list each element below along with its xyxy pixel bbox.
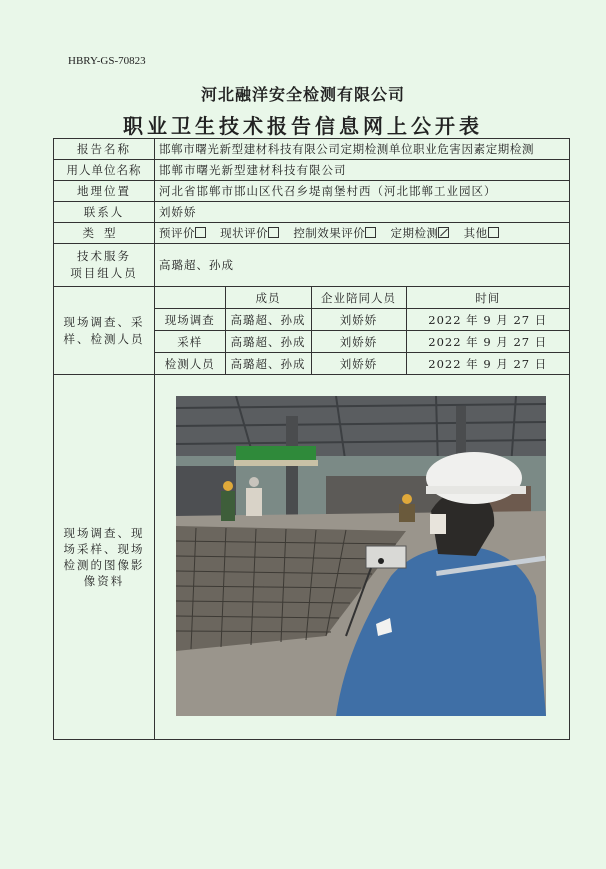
type-option-status-evaluation: 现状评价: [220, 226, 269, 240]
survey-row-members: 高璐超、孙成: [225, 331, 311, 353]
photo-label: 现场调查、现场采样、现场检测的图像影像资料: [54, 375, 155, 740]
photo-cell: [155, 375, 570, 740]
site-photo: [176, 396, 546, 716]
document-id: HBRY-GS-70823: [68, 55, 146, 67]
survey-label: 现场调查、采样、检测人员: [54, 287, 155, 375]
checkbox-periodic-testing[interactable]: [438, 227, 449, 238]
checkbox-status-evaluation[interactable]: [268, 227, 279, 238]
contact-label: 联系人: [54, 202, 155, 223]
checkbox-other[interactable]: [488, 227, 499, 238]
type-option-other: 其他: [463, 226, 488, 240]
type-option-control-evaluation: 控制效果评价: [293, 226, 366, 240]
survey-header-row: [155, 287, 569, 309]
survey-cell: [155, 287, 570, 375]
survey-table: [155, 287, 569, 374]
survey-header-escort: 企业陪同人员: [311, 287, 406, 309]
company-name: 河北融洋安全检测有限公司: [200, 85, 405, 104]
row-photo: [54, 375, 570, 740]
type-option-periodic-testing: 定期检测: [390, 226, 439, 240]
row-employer: [54, 160, 570, 181]
survey-header-members: 成员: [225, 287, 311, 309]
survey-row-type: 采样: [155, 331, 225, 353]
survey-header-blank: [155, 287, 225, 309]
info-table: [53, 138, 570, 740]
row-location: [54, 181, 570, 202]
employer-label: 用人单位名称: [54, 160, 155, 181]
survey-row: [155, 353, 569, 375]
survey-row-escort: 刘娇娇: [311, 309, 406, 331]
site-photo-illustration: [176, 396, 546, 716]
checkbox-control-evaluation[interactable]: [365, 227, 376, 238]
survey-row: [155, 309, 569, 331]
row-type: [54, 223, 570, 244]
survey-row-type: 检测人员: [155, 353, 225, 375]
survey-header-time: 时间: [406, 287, 569, 309]
survey-row-members: 高璐超、孙成: [225, 309, 311, 331]
team-label-line1: 技术服务: [77, 249, 131, 263]
checkbox-pre-evaluation[interactable]: [195, 227, 206, 238]
location-value: 河北省邯郸市邯山区代召乡堤南堡村西（河北邯郸工业园区）: [155, 181, 570, 202]
survey-row-members: 高璐超、孙成: [225, 353, 311, 375]
contact-value: 刘娇娇: [155, 202, 570, 223]
row-report-name: [54, 139, 570, 160]
survey-row-escort: 刘娇娇: [311, 353, 406, 375]
survey-row: [155, 331, 569, 353]
row-survey: [54, 287, 570, 375]
type-options: [155, 223, 570, 244]
team-label: [54, 244, 155, 287]
page-title: 职业卫生技术报告信息网上公开表: [123, 114, 483, 138]
team-value: 高璐超、孙成: [155, 244, 570, 287]
team-label-line2: 项目组人员: [70, 266, 138, 280]
survey-row-type: 现场调查: [155, 309, 225, 331]
report-name-value: 邯郸市曙光新型建材科技有限公司定期检测单位职业危害因素定期检测: [155, 139, 570, 160]
report-name-label: 报告名称: [54, 139, 155, 160]
location-label: 地理位置: [54, 181, 155, 202]
row-contact: [54, 202, 570, 223]
row-team: [54, 244, 570, 287]
survey-row-time: 2022 年 9 月 27 日: [406, 309, 569, 331]
type-label: 类型: [54, 223, 155, 244]
survey-row-time: 2022 年 9 月 27 日: [428, 356, 548, 371]
survey-row-time: 2022 年 9 月 27 日: [406, 331, 569, 353]
employer-value: 邯郸市曙光新型建材科技有限公司: [155, 160, 570, 181]
survey-row-escort: 刘娇娇: [311, 331, 406, 353]
type-option-pre-evaluation: 预评价: [159, 226, 195, 240]
